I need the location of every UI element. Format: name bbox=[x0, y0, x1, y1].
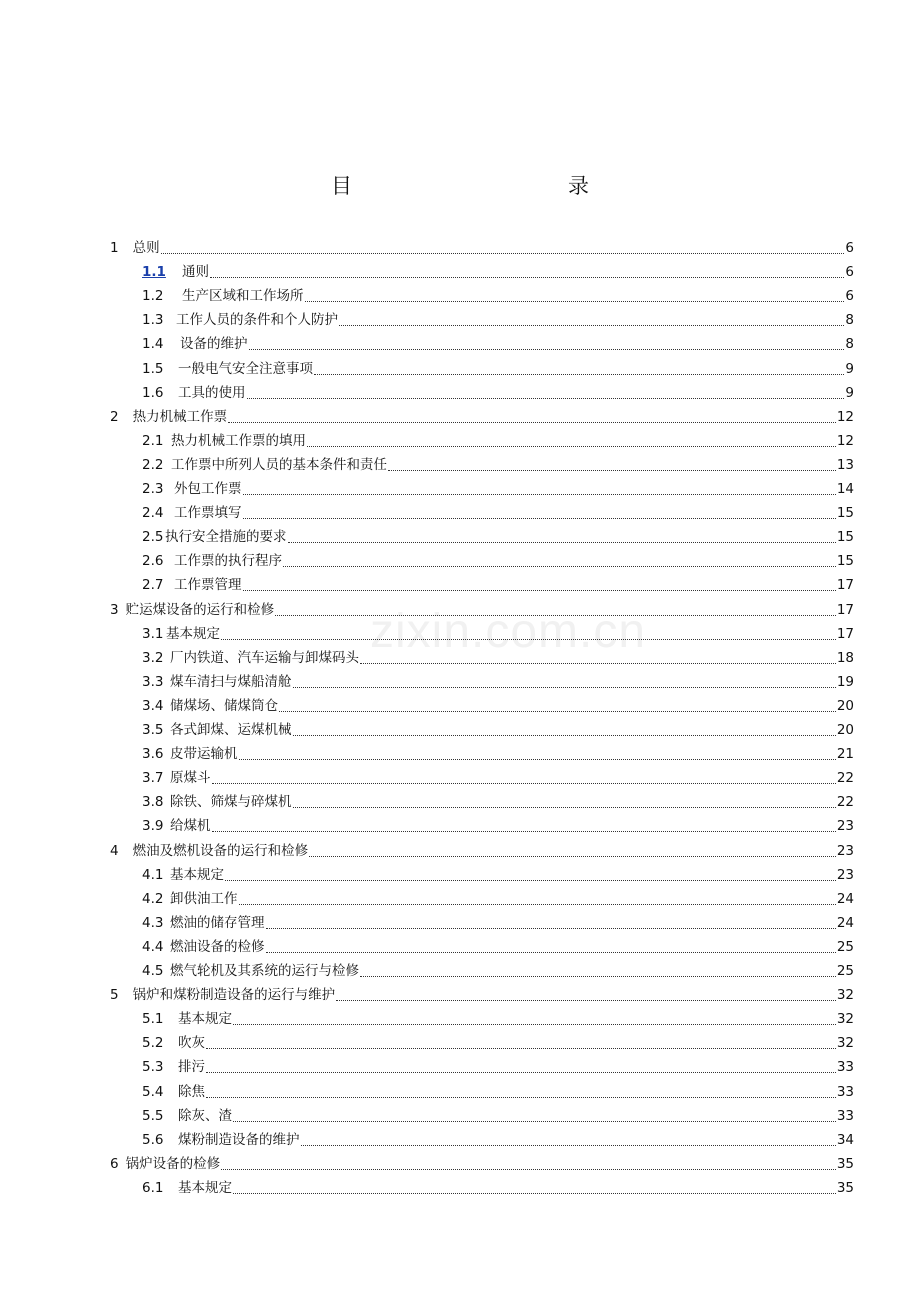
dot-leader bbox=[221, 1159, 836, 1170]
toc-entry-number: 2.3 bbox=[142, 481, 164, 497]
toc-entry-label: 工作票填写 bbox=[174, 505, 242, 522]
toc-entry[interactable] bbox=[142, 908, 854, 932]
dot-leader bbox=[233, 1111, 836, 1122]
toc-entry-page: 15 bbox=[836, 529, 854, 546]
toc-entry[interactable] bbox=[142, 956, 854, 980]
toc-entry-page: 32 bbox=[836, 987, 854, 1004]
toc-entry-label: 排污 bbox=[178, 1059, 205, 1076]
toc-entry[interactable] bbox=[110, 980, 854, 1004]
toc-entry-number: 1 bbox=[110, 240, 119, 256]
toc-entry-number: 3.3 bbox=[142, 673, 164, 690]
toc-entry-label: 煤粉制造设备的维护 bbox=[178, 1131, 300, 1148]
toc-entry[interactable] bbox=[142, 1125, 854, 1149]
toc-entry[interactable] bbox=[142, 1173, 854, 1197]
toc-entry-page: 19 bbox=[836, 673, 854, 690]
toc-entry-number: 2.2 bbox=[142, 456, 164, 473]
toc-entry-number: 5.2 bbox=[142, 1035, 164, 1052]
toc-entry-label: 厂内铁道、汽车运输与卸煤码头 bbox=[170, 649, 359, 666]
toc-entry[interactable] bbox=[142, 546, 854, 570]
toc-entry-label: 热力机械工作票 bbox=[132, 408, 228, 425]
toc-entry-page: 17 bbox=[836, 577, 854, 594]
toc-entry-label: 外包工作票 bbox=[174, 481, 242, 497]
toc-entry[interactable] bbox=[110, 402, 854, 426]
toc-entry[interactable] bbox=[142, 329, 854, 353]
toc-entry-number: 6.1 bbox=[142, 1179, 164, 1196]
toc-entry-number: 5.6 bbox=[142, 1131, 164, 1148]
dot-leader bbox=[210, 267, 844, 278]
toc-entry-label: 各式卸煤、运煤机械 bbox=[170, 722, 292, 738]
toc-entry-number: 3 bbox=[110, 601, 119, 618]
toc-entry[interactable] bbox=[142, 450, 854, 474]
toc-entry-label: 锅炉和煤粉制造设备的运行与维护 bbox=[132, 987, 336, 1004]
toc-entry-number: 2.5 bbox=[142, 529, 164, 546]
toc-entry[interactable] bbox=[142, 715, 854, 739]
toc-entry-page: 17 bbox=[836, 601, 854, 618]
toc-entry-page: 22 bbox=[836, 770, 854, 787]
toc-entry-number: 3.6 bbox=[142, 746, 164, 763]
toc-entry-page: 20 bbox=[836, 722, 854, 738]
toc-entry-number: 3.8 bbox=[142, 794, 164, 811]
toc-entry-page: 6 bbox=[845, 288, 854, 305]
toc-title: 目 录 bbox=[331, 174, 647, 198]
toc-entry-number: 1.3 bbox=[142, 312, 164, 329]
toc-entry-number: 3.5 bbox=[142, 722, 164, 738]
dot-leader bbox=[228, 412, 836, 423]
dot-leader bbox=[309, 846, 836, 857]
dot-leader bbox=[239, 894, 836, 905]
dot-leader bbox=[221, 629, 836, 640]
toc-entry-page: 23 bbox=[836, 818, 854, 835]
toc-entry[interactable] bbox=[142, 1004, 854, 1028]
toc-entry-label: 锅炉设备的检修 bbox=[125, 1155, 221, 1172]
toc-entry[interactable] bbox=[142, 1052, 854, 1076]
toc-entry-number: 4.5 bbox=[142, 963, 164, 979]
dot-leader bbox=[266, 918, 836, 929]
toc-entry-label: 工具的使用 bbox=[178, 384, 246, 401]
toc-entry[interactable] bbox=[142, 884, 854, 908]
dot-leader bbox=[233, 1183, 836, 1194]
toc-entry[interactable] bbox=[142, 570, 854, 594]
dot-leader bbox=[388, 460, 836, 471]
toc-entry-number: 5.1 bbox=[142, 1011, 164, 1028]
dot-leader bbox=[212, 773, 836, 784]
toc-entry-number: 3.7 bbox=[142, 770, 164, 787]
toc-entry-page: 15 bbox=[836, 553, 854, 570]
dot-leader bbox=[243, 508, 836, 519]
toc-entry-page: 20 bbox=[836, 697, 854, 714]
toc-entry-number: 2.1 bbox=[142, 432, 164, 449]
dot-leader bbox=[212, 821, 836, 832]
toc-entry-label: 工作票中所列人员的基本条件和责任 bbox=[171, 456, 387, 473]
toc-entry-number: 3.4 bbox=[142, 697, 164, 714]
toc-entry-page: 23 bbox=[836, 866, 854, 883]
toc-entry[interactable] bbox=[142, 257, 854, 281]
toc-entry[interactable] bbox=[142, 763, 854, 787]
toc-entry-page: 22 bbox=[836, 794, 854, 811]
toc-entry-label: 卸供油工作 bbox=[170, 890, 238, 907]
toc-entry[interactable] bbox=[142, 787, 854, 811]
toc-entry-number: 4.4 bbox=[142, 938, 164, 955]
toc-entry-page: 12 bbox=[836, 408, 854, 425]
toc-entry[interactable] bbox=[142, 932, 854, 956]
toc-entry-page: 9 bbox=[845, 360, 854, 377]
toc-entry-label: 基本规定 bbox=[178, 1179, 232, 1196]
toc-entry-page: 18 bbox=[836, 649, 854, 666]
toc-entry-label: 基本规定 bbox=[166, 625, 220, 642]
toc-entry-label: 除焦 bbox=[178, 1083, 205, 1100]
toc-entry-number: 1.5 bbox=[142, 360, 164, 377]
toc-entry-number: 5.5 bbox=[142, 1107, 164, 1124]
dot-leader bbox=[275, 605, 836, 616]
toc-entry-page: 24 bbox=[836, 914, 854, 931]
toc-entry-label: 基本规定 bbox=[170, 866, 224, 883]
dot-leader bbox=[279, 701, 836, 712]
toc-entry-label: 燃油的储存管理 bbox=[170, 914, 265, 931]
toc-entry-label: 贮运煤设备的运行和检修 bbox=[125, 601, 275, 618]
toc-entry-page: 8 bbox=[845, 336, 854, 353]
toc-entry-page: 15 bbox=[836, 505, 854, 522]
dot-leader bbox=[339, 315, 844, 326]
toc-entry-label: 除灰、渣 bbox=[178, 1107, 232, 1124]
toc-entry[interactable] bbox=[142, 643, 854, 667]
toc-entry-page: 23 bbox=[836, 842, 854, 859]
dot-leader bbox=[243, 580, 836, 591]
toc-entry-page: 32 bbox=[836, 1035, 854, 1052]
dot-leader bbox=[293, 725, 836, 736]
toc-entry[interactable] bbox=[142, 1101, 854, 1125]
toc-entry[interactable] bbox=[142, 474, 854, 498]
dot-leader bbox=[225, 870, 836, 881]
dot-leader bbox=[247, 388, 845, 399]
dot-leader bbox=[239, 749, 836, 760]
toc-entry-number: 2.7 bbox=[142, 577, 164, 594]
toc-entry-page: 25 bbox=[836, 938, 854, 955]
toc-entry-number: 4.2 bbox=[142, 890, 164, 907]
toc-entry[interactable] bbox=[142, 426, 854, 450]
toc-entry[interactable] bbox=[110, 1149, 854, 1173]
toc-entry-label: 吹灰 bbox=[178, 1035, 205, 1052]
toc-entry-number: 4 bbox=[110, 842, 119, 859]
toc-entry-label: 工作票管理 bbox=[174, 577, 242, 594]
toc-entry[interactable] bbox=[142, 354, 854, 378]
toc-entry-number: 1.6 bbox=[142, 384, 164, 401]
toc-entry-label: 基本规定 bbox=[178, 1011, 232, 1028]
dot-leader bbox=[336, 990, 836, 1001]
dot-leader bbox=[249, 339, 845, 350]
dot-leader bbox=[293, 797, 836, 808]
toc-entry-page: 13 bbox=[836, 456, 854, 473]
toc-entry-page: 33 bbox=[836, 1107, 854, 1124]
toc-entry[interactable] bbox=[142, 522, 854, 546]
dot-leader bbox=[161, 243, 845, 254]
toc-entry-page: 35 bbox=[836, 1179, 854, 1196]
toc-entry[interactable] bbox=[142, 378, 854, 402]
toc-entry-page: 6 bbox=[845, 240, 854, 256]
toc-entry-number: 3.1 bbox=[142, 625, 164, 642]
toc-entry[interactable] bbox=[110, 233, 854, 257]
toc-entry[interactable] bbox=[142, 1028, 854, 1052]
toc-entry-label: 一般电气安全注意事项 bbox=[178, 360, 313, 377]
toc-entry-number: 4.1 bbox=[142, 866, 164, 883]
toc-entry-label: 除铁、筛煤与碎煤机 bbox=[170, 794, 292, 811]
watermark: zixin.com.cn bbox=[370, 605, 647, 658]
toc-entry-label: 设备的维护 bbox=[180, 336, 248, 353]
toc-entry[interactable] bbox=[142, 739, 854, 763]
toc-entry-page: 33 bbox=[836, 1083, 854, 1100]
toc-entry[interactable] bbox=[142, 619, 854, 643]
toc-entry[interactable] bbox=[142, 1077, 854, 1101]
dot-leader bbox=[360, 966, 836, 977]
toc-entry[interactable] bbox=[142, 305, 854, 329]
toc-entry-label: 工作人员的条件和个人防护 bbox=[176, 312, 338, 329]
toc-entry[interactable] bbox=[142, 281, 854, 305]
toc-entry-page: 35 bbox=[836, 1155, 854, 1172]
dot-leader bbox=[206, 1087, 836, 1098]
dot-leader bbox=[305, 291, 845, 302]
toc-entry-page: 32 bbox=[836, 1011, 854, 1028]
dot-leader bbox=[293, 677, 836, 688]
dot-leader bbox=[288, 532, 836, 543]
toc-entry-page: 33 bbox=[836, 1059, 854, 1076]
toc-entry-page: 25 bbox=[836, 963, 854, 979]
toc-entry[interactable] bbox=[142, 667, 854, 691]
toc-entry-number[interactable]: 1.1 bbox=[142, 264, 166, 281]
toc-entry-label: 热力机械工作票的填用 bbox=[171, 432, 306, 449]
dot-leader bbox=[283, 556, 836, 567]
toc-entry-page: 34 bbox=[836, 1131, 854, 1148]
dot-leader bbox=[307, 436, 836, 447]
toc-entry-number: 1.4 bbox=[142, 336, 164, 353]
toc-entry-number: 5 bbox=[110, 987, 119, 1004]
toc-entry-label: 生产区域和工作场所 bbox=[182, 288, 304, 305]
toc-entry-number: 4.3 bbox=[142, 914, 164, 931]
toc-entry-number: 2 bbox=[110, 408, 119, 425]
toc-entry[interactable] bbox=[142, 498, 854, 522]
toc-entry-label: 给煤机 bbox=[170, 818, 211, 835]
toc-entry[interactable] bbox=[142, 811, 854, 835]
dot-leader bbox=[301, 1135, 836, 1146]
toc-entry-page: 24 bbox=[836, 890, 854, 907]
toc-entry-label: 燃气轮机及其系统的运行与检修 bbox=[170, 963, 359, 979]
dot-leader bbox=[206, 1038, 836, 1049]
toc-entry-label: 通则 bbox=[182, 264, 209, 281]
toc-entry-page: 6 bbox=[845, 264, 854, 281]
toc-entry[interactable] bbox=[110, 836, 854, 860]
dot-leader bbox=[360, 653, 836, 664]
toc-entry-number: 6 bbox=[110, 1155, 119, 1172]
toc-entry[interactable] bbox=[142, 691, 854, 715]
dot-leader bbox=[233, 1014, 836, 1025]
toc-entry-page: 14 bbox=[836, 481, 854, 497]
dot-leader bbox=[314, 364, 844, 375]
toc-entry-label: 皮带运输机 bbox=[170, 746, 238, 763]
toc-entry-label: 储煤场、储煤筒仓 bbox=[170, 697, 278, 714]
toc-entry-number: 1.2 bbox=[142, 288, 164, 305]
toc-entry-label: 工作票的执行程序 bbox=[174, 553, 282, 570]
toc-entry-number: 2.4 bbox=[142, 505, 164, 522]
dot-leader bbox=[206, 1062, 836, 1073]
toc-entry-label: 执行安全措施的要求 bbox=[165, 529, 287, 546]
toc-entry-page: 12 bbox=[836, 432, 854, 449]
toc-entry-label: 燃油及燃机设备的运行和检修 bbox=[132, 842, 309, 859]
toc-entry-label: 总则 bbox=[132, 240, 160, 256]
toc-entry-page: 21 bbox=[836, 746, 854, 763]
toc-entry-page: 9 bbox=[845, 384, 854, 401]
toc-entry-number: 5.4 bbox=[142, 1083, 164, 1100]
toc-entry-number: 5.3 bbox=[142, 1059, 164, 1076]
toc-entry-number: 3.9 bbox=[142, 818, 164, 835]
toc-entry-number: 3.2 bbox=[142, 649, 164, 666]
toc-entry-label: 煤车清扫与煤船清舱 bbox=[170, 673, 292, 690]
toc-entry[interactable] bbox=[142, 860, 854, 884]
toc-entry-page: 17 bbox=[836, 625, 854, 642]
toc-entry-page: 8 bbox=[845, 312, 854, 329]
toc-entry[interactable] bbox=[110, 595, 854, 619]
toc-entry-label: 原煤斗 bbox=[170, 770, 211, 787]
toc-entry-label: 燃油设备的检修 bbox=[170, 938, 265, 955]
toc-entry-number: 2.6 bbox=[142, 553, 164, 570]
dot-leader bbox=[266, 942, 836, 953]
dot-leader bbox=[243, 484, 836, 495]
